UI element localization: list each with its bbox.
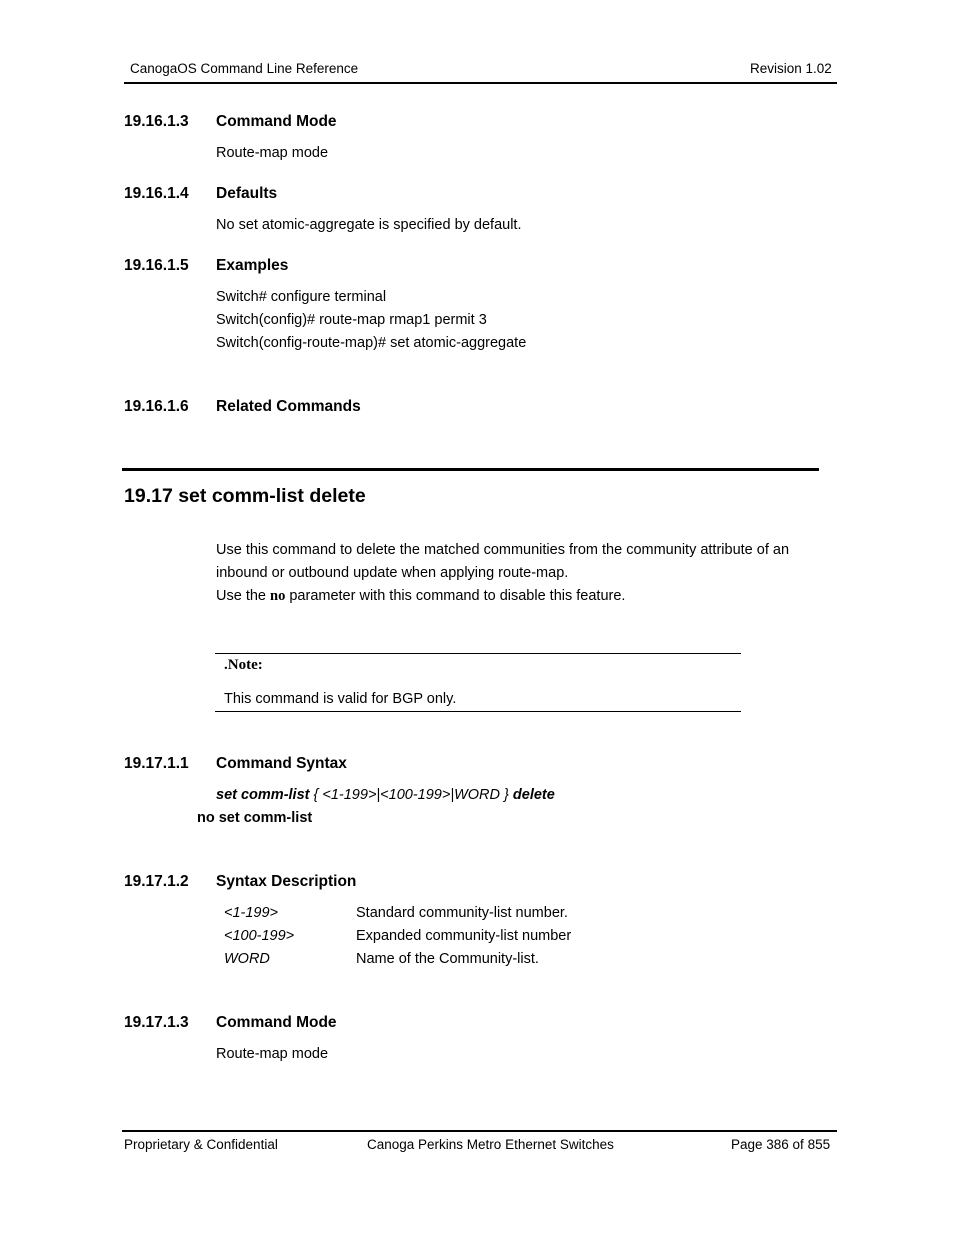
param-name: <100-199> [224, 928, 295, 944]
section-title: Defaults [216, 185, 278, 202]
section-title: Command Syntax [216, 755, 347, 772]
section-number: 19.16.1.4 [124, 185, 189, 202]
description-line [216, 588, 625, 605]
section-number: 19.16.1.3 [124, 113, 189, 130]
section-number: 19.17.1.1 [124, 755, 189, 772]
section-number: 19.16.1.5 [124, 257, 189, 274]
body-text: Route-map mode [216, 145, 329, 161]
section-title: Command Mode [216, 1014, 337, 1031]
section-title: Examples [216, 257, 289, 274]
description-line: inbound or outbound update when applying route-map. [216, 565, 569, 581]
section-number: 19.17.1.3 [124, 1014, 189, 1031]
param-name: WORD [224, 951, 270, 967]
header-rule [124, 82, 837, 84]
note-text: This command is valid for BGP only. [224, 691, 457, 707]
example-line: Switch# configure terminal [216, 289, 387, 305]
example-line: Switch(config)# route-map rmap1 permit 3 [216, 312, 487, 328]
description-text: Use the [216, 588, 270, 604]
section-title: Related Commands [216, 398, 361, 415]
section-title: Syntax Description [216, 873, 357, 890]
note-bottom-rule [215, 711, 741, 712]
chapter-heading: 19.17 set comm-list delete [124, 485, 366, 507]
chapter-rule [122, 468, 819, 471]
command-keyword: set comm-list [216, 787, 310, 803]
footer-confidential: Proprietary & Confidential [124, 1137, 278, 1152]
header-doc-title: CanogaOS Command Line Reference [130, 61, 359, 76]
footer-rule [122, 1130, 837, 1132]
no-form-syntax: no set comm-list [197, 810, 313, 826]
param-desc: Standard community-list number. [356, 905, 568, 921]
section-number: 19.16.1.6 [124, 398, 189, 415]
example-line: Switch(config-route-map)# set atomic-aggregate [216, 335, 527, 351]
description-line: Use this command to delete the matched communities from the community attribute of an [216, 542, 790, 558]
header-revision: Revision 1.02 [750, 61, 832, 76]
note-label: .Note: [224, 657, 263, 673]
note-top-rule [215, 653, 741, 654]
param-desc: Name of the Community-list. [356, 951, 539, 967]
footer-page-number: Page 386 of 855 [731, 1137, 831, 1152]
body-text: No set atomic-aggregate is specified by default. [216, 217, 522, 233]
param-name: <1-199> [224, 905, 279, 921]
description-text: parameter with this command to disable this feature. [285, 588, 626, 604]
section-number: 19.17.1.2 [124, 873, 189, 890]
footer-product: Canoga Perkins Metro Ethernet Switches [367, 1137, 614, 1152]
param-desc: Expanded community-list number [356, 928, 572, 944]
no-keyword: no [270, 588, 286, 604]
command-args: { <1-199>|<100-199>|WORD } [309, 787, 513, 803]
command-syntax [216, 787, 555, 803]
section-title: Command Mode [216, 113, 337, 130]
command-keyword: delete [512, 787, 555, 803]
body-text: Route-map mode [216, 1046, 329, 1062]
